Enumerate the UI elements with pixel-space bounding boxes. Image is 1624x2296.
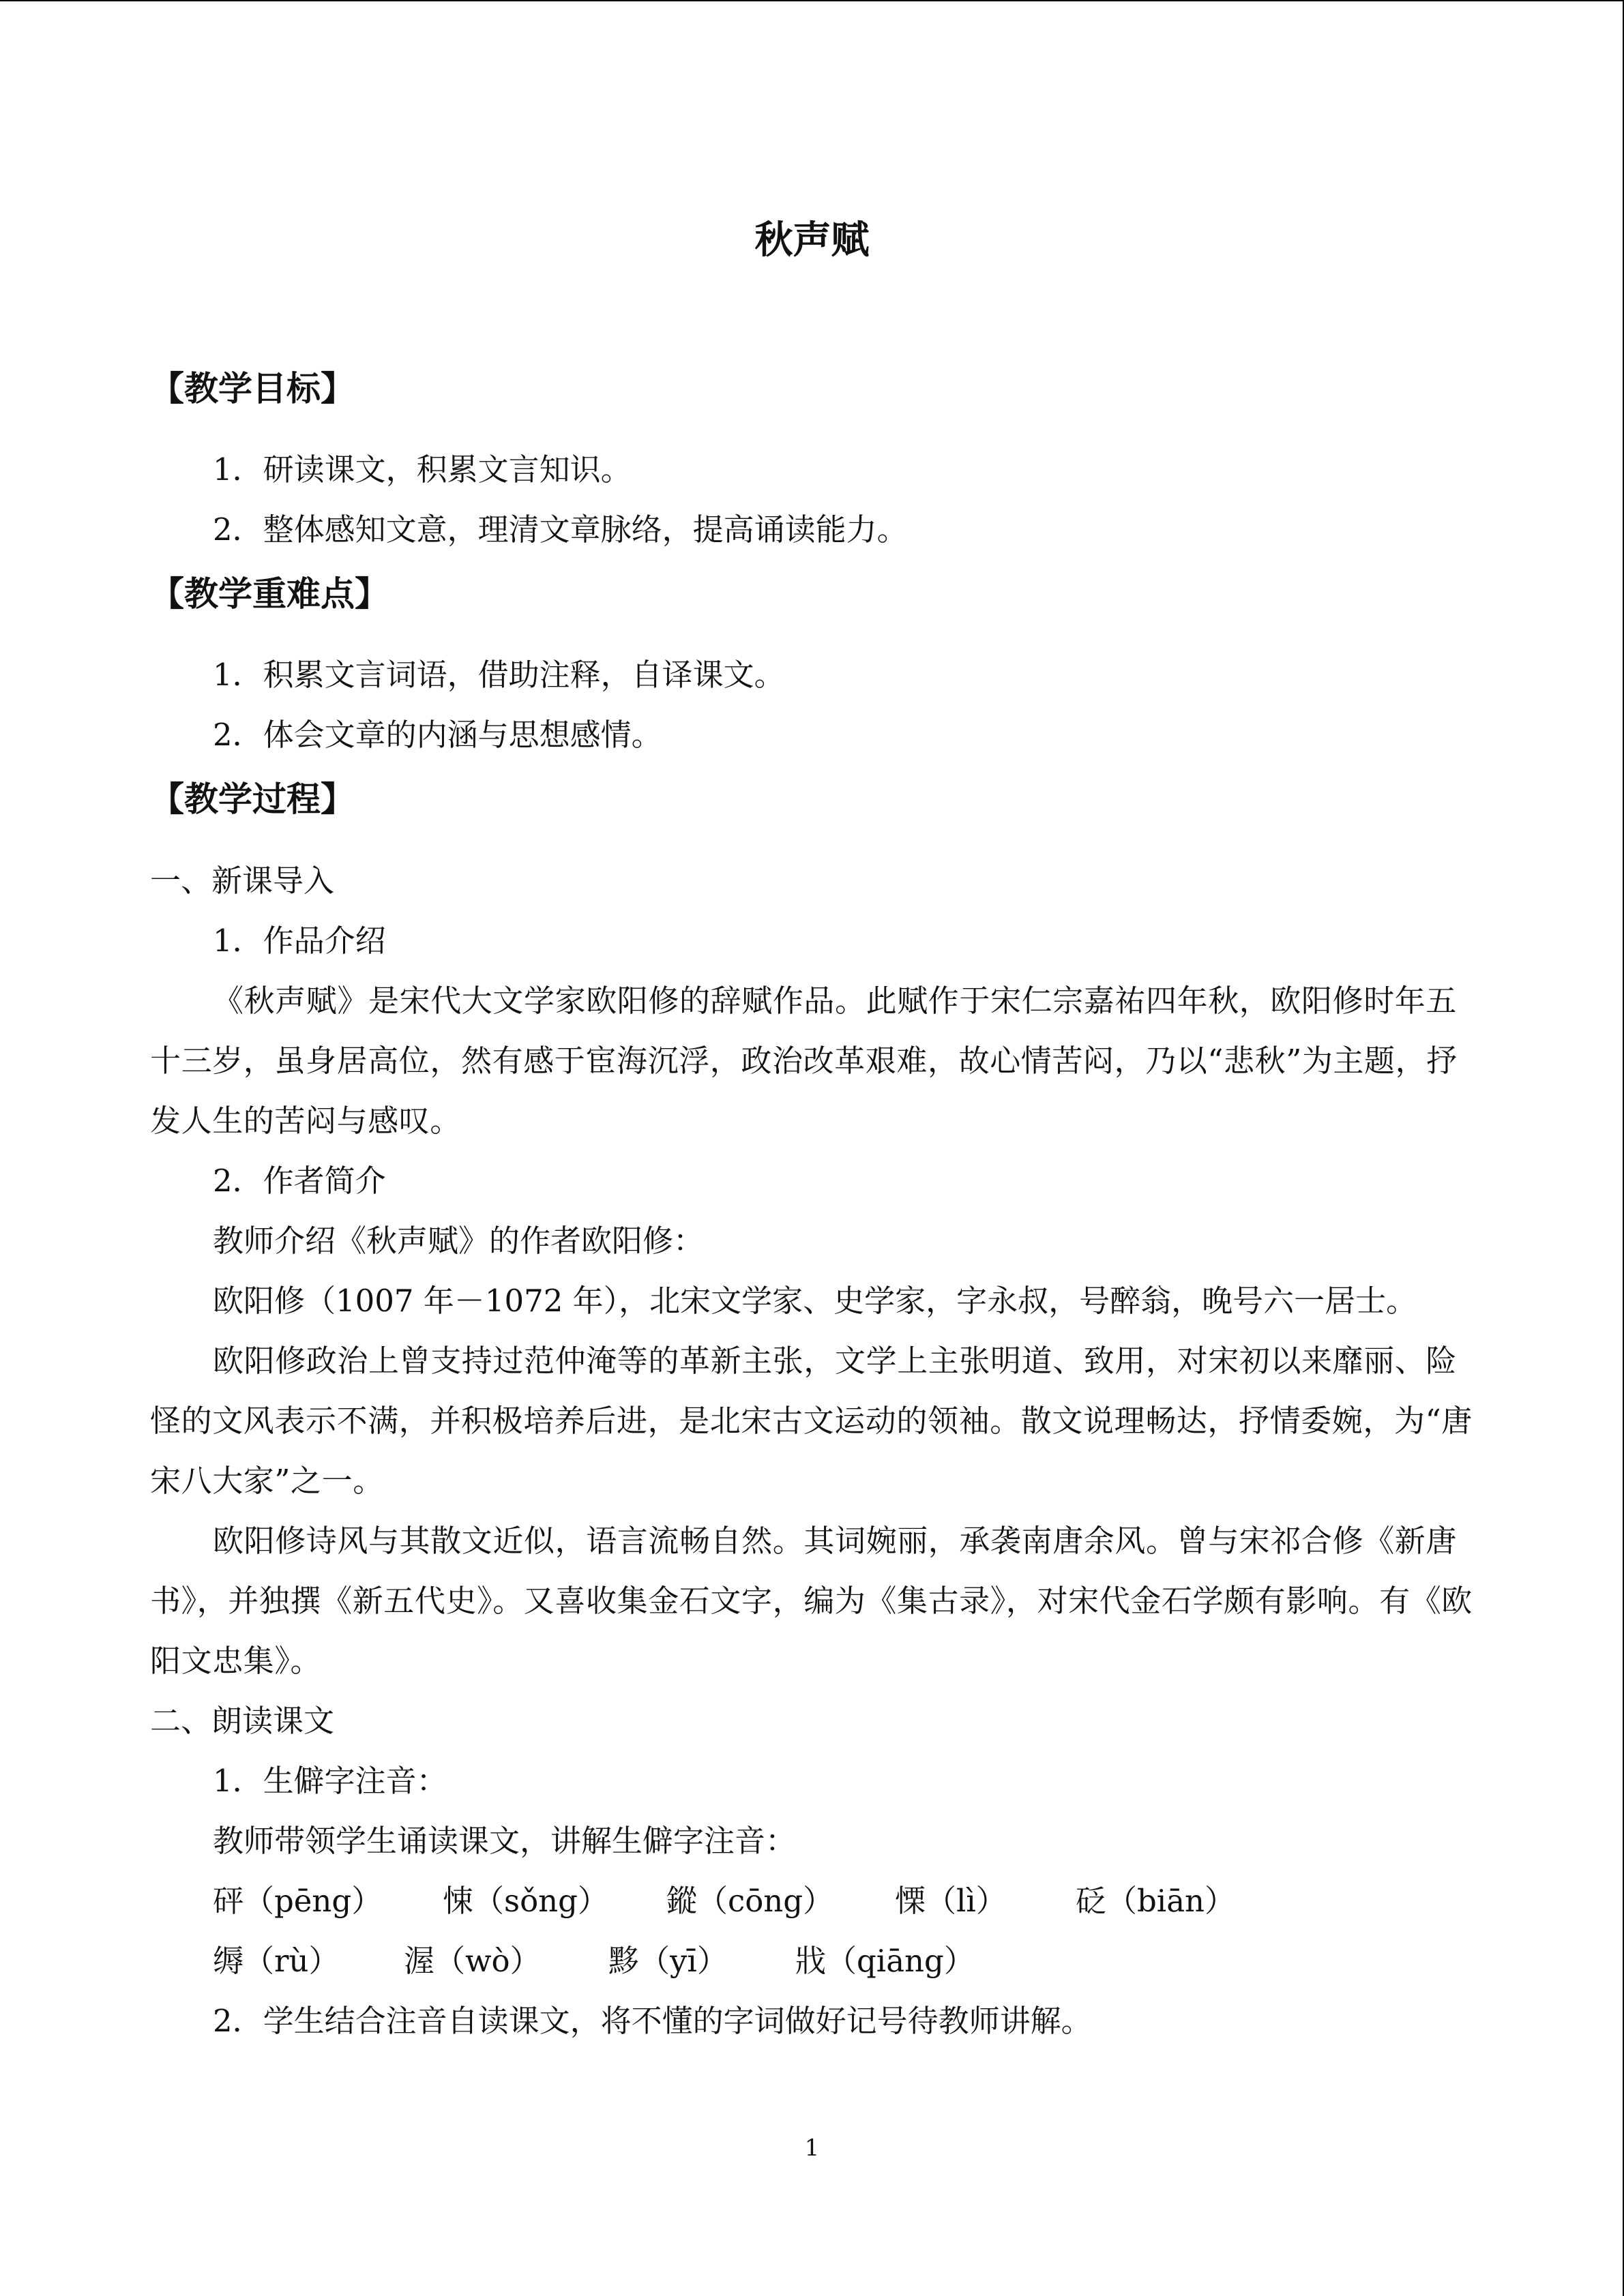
work-intro-paragraph: 《秋声赋》是宋代大文学家欧阳修的辞赋作品。此赋作于宋仁宗嘉祐四年秋，欧阳修时年五十三岁，虽身居高位，然有感于宦海沉浮，政治改革艰难，故心情苦闷，乃以“悲秋”为主题，抒发人生的苦闷与感叹。: [150, 983, 1458, 1139]
part2-title: 二、朗读课文: [150, 1703, 335, 1739]
pinyin-entry: 鏦（cōng）: [666, 1883, 834, 1919]
pinyin-entry: 悚（sǒng）: [443, 1883, 608, 1919]
pinyin-entry: 砰（pēng）: [213, 1883, 383, 1919]
section-heading-key-points: 【教学重难点】: [150, 574, 389, 614]
pinyin-entry: 砭（biān）: [1076, 1883, 1236, 1919]
part1-sub2-title: 2．作者简介: [213, 1163, 386, 1199]
pinyin-entry: 渥（wò）: [404, 1943, 541, 1979]
pinyin-entry: 戕（qiāng）: [795, 1943, 975, 1979]
section-heading-objectives: 【教学目标】: [150, 369, 355, 408]
author-paragraph-1: 欧阳修政治上曾支持过范仲淹等的革新主张，文学上主张明道、致用，对宋初以来靡丽、险怪的文风表示不满，并积极培养后进，是北宋古文运动的领袖。散文说理畅达，抒情委婉，为“唐宋八大家”之一。: [150, 1343, 1473, 1499]
page-title: 秋声赋: [754, 218, 870, 263]
author-paragraph-2: 欧阳修诗风与其散文近似，语言流畅自然。其词婉丽，承袭南唐余风。曾与宋祁合修《新唐书》，并独撰《新五代史》。又喜收集金石文字，编为《集古录》，对宋代金石学颇有影响。有《欧阳文忠集》。: [150, 1523, 1473, 1679]
pinyin-entry: 黟（yī）: [608, 1943, 728, 1979]
key-point-item-2: 2．体会文章的内涵与思想感情。: [213, 717, 662, 753]
part2-sub1-title: 1．生僻字注音：: [213, 1763, 447, 1799]
section-heading-process: 【教学过程】: [150, 779, 355, 819]
objective-item-1: 1．研读课文，积累文言知识。: [213, 451, 632, 488]
part1-sub1-title: 1．作品介绍: [213, 923, 386, 959]
page-number: 1: [804, 2134, 820, 2162]
objective-item-2: 2．整体感知文意，理清文章脉络，提高诵读能力。: [213, 511, 908, 548]
author-intro-line: 教师介绍《秋声赋》的作者欧阳修：: [213, 1223, 705, 1259]
pinyin-entry: 缛（rù）: [213, 1943, 340, 1979]
key-point-item-1: 1．积累文言词语，借助注释，自译课文。: [213, 657, 785, 693]
part1-title: 一、新课导入: [150, 863, 335, 899]
part2-sub1-intro: 教师带领学生诵读课文，讲解生僻字注音：: [213, 1823, 797, 1859]
part2-sub2-title: 2．学生结合注音自读课文，将不懂的字词做好记号待教师讲解。: [213, 2003, 1092, 2039]
pinyin-entry: 慄（lì）: [895, 1883, 1007, 1919]
author-bio-line: 欧阳修（1007 年－1072 年），北宋文学家、史学家，字永叔，号醉翁，晚号六一居士。: [213, 1283, 1417, 1319]
